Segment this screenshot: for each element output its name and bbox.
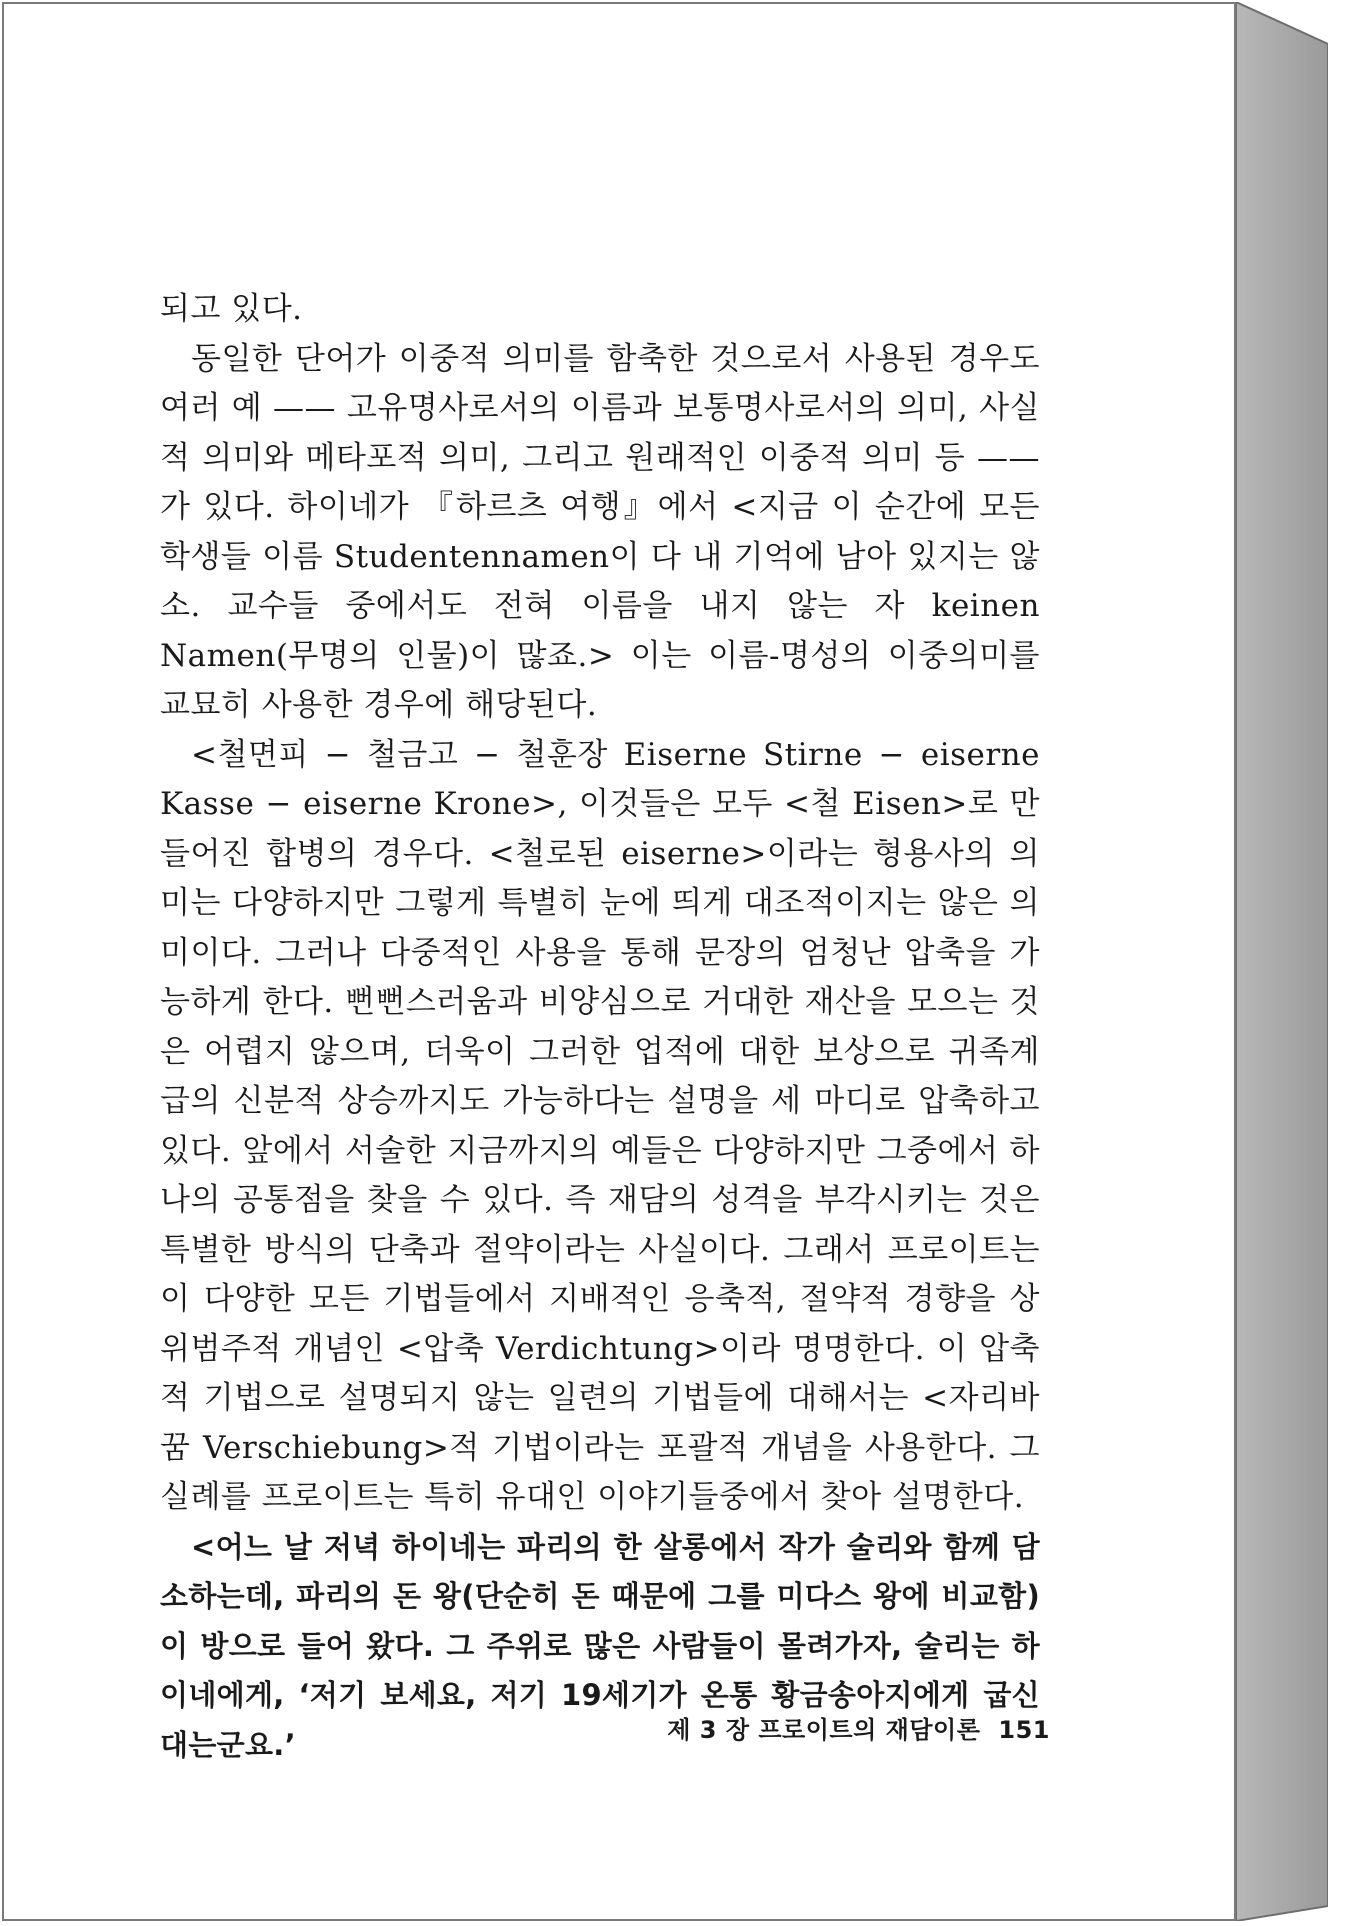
body-text: [160, 285, 1040, 1770]
page-footer: [650, 1710, 1050, 1745]
running-footer-chapter: 제 3 장 프로이트의 재담이론: [667, 1716, 981, 1744]
paragraph-3: <철면피 − 철금고 − 철훈장 Eiserne Stirne − eiserne Kasse − eiserne Krone>, 이것들은 모두 <철 Eisen>로 만들어진 합병의 경우다. <철로된 eiserne>이라는 형용사의 의미는 다양하지만 그렇게 특별히 눈에 띄게 대조적이지는 않은 의미이다. 그러나 다중적인 사용을 통해 문장의 엄청난 압축을 가능하게 한다. 뻔뻔스러움과 비양심으로 거대한 재산을 모으는 것은 어렵지 않으며, 더욱이 그러한 업적에 대한 보상으로 귀족계급의 신분적 상승까지도 가능하다는 설명을 세 마디로 압축하고 있다. 앞에서 서술한 지금까지의 예들은 다양하지만 그중에서 하나의 공통점을 찾을 수 있다. 즉 재담의 성격을 부각시키는 것은 특별한 방식의 단축과 절약이라는 사실이다. 그래서 프로이트는 이 다양한 모든 기법들에서 지배적인 응축적, 절약적 경향을 상위범주적 개념인 <압축 Verdichtung>이라 명명한다. 이 압축적 기법으로 설명되지 않는 일련의 기법들에 대해서는 <자리바꿈 Verschiebung>적 기법이라는 포괄적 개념을 사용한다. 그 실례를 프로이트는 특히 유대인 이야기들중에서 찾아 설명한다.: [160, 736, 1040, 1515]
page-edge: [1236, 2, 1328, 1921]
quote-paragraph: <어느 날 저녁 하이네는 파리의 한 살롱에서 작가 술리와 함께 담소하는데, 파리의 돈 왕(단순히 돈 때문에 그를 미다스 왕에 비교함)이 방으로 들어 왔다. 그 주위로 많은 사람들이 몰려가자, 술리는 하이네에게, ‘저기 보세요, 저기 19세기가 온통 황금송아지에게 굽신대는군요.’: [160, 1529, 1040, 1762]
page-edge-shape: [1236, 2, 1328, 1921]
page-number: 151: [998, 1716, 1050, 1744]
paragraph-1: 되고 있다.: [160, 291, 303, 327]
paragraph-2: 동일한 단어가 이중적 의미를 함축한 것으로서 사용된 경우도 여러 예 —— 고유명사로서의 이름과 보통명사로서의 의미, 사실적 의미와 메타포적 의미, 그리고 원래적인 이중적 의미 등 —— 가 있다. 하이네가 『하르츠 여행』에서 <지금 이 순간에 모든 학생들 이름 Studentennamen이 다 내 기억에 남아 있지는 않소. 교수들 중에서도 전혀 이름을 내지 않는 자 keinen Namen(무명의 인물)이 많죠.> 이는 이름-명성의 이중의미를 교묘히 사용한 경우에 해당된다.: [160, 340, 1040, 723]
